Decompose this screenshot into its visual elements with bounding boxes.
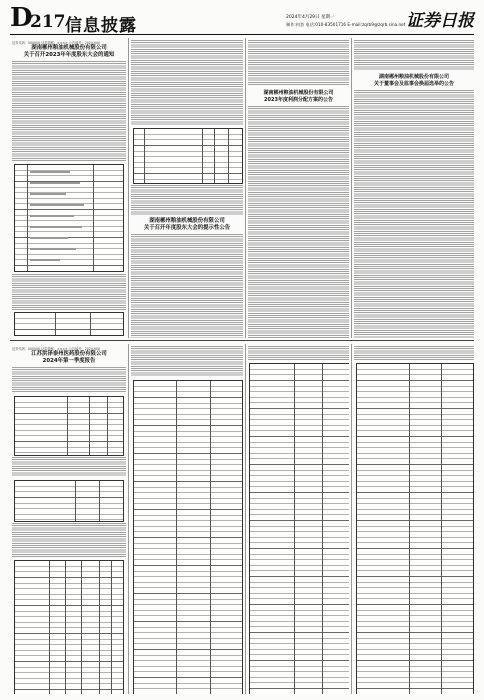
page-number: 217 <box>30 12 66 32</box>
column-divider <box>351 38 352 338</box>
fold-divider <box>10 340 474 341</box>
article-meeting-reminder <box>131 40 243 338</box>
article-body <box>248 106 349 338</box>
stock-code-line: 证券代码：000000 证券简称：×××× 公告编号：2024-000 <box>12 347 101 351</box>
column-divider <box>245 38 246 338</box>
article-body <box>131 185 243 215</box>
column-divider <box>128 344 129 694</box>
article-profit-distribution <box>248 40 349 338</box>
column-divider <box>245 344 246 694</box>
balance-sheet-table <box>133 380 243 694</box>
newspaper-logo: 证券日报 <box>406 11 474 31</box>
non-recurring-table <box>14 480 124 522</box>
article-title: 2024年第一季度报告 <box>42 358 96 364</box>
article-body <box>248 40 349 86</box>
article-body <box>12 457 126 477</box>
article-body <box>131 346 243 376</box>
shareholder-table <box>14 560 124 694</box>
section-letter: D <box>10 3 33 33</box>
article-body <box>248 346 349 360</box>
article-body <box>12 61 126 161</box>
article-title: 关于董事会及监事会换届选举的公告 <box>373 81 454 87</box>
signature-table <box>14 312 124 336</box>
article-notice-meeting <box>12 40 126 338</box>
column-divider <box>351 344 352 694</box>
article-company: 湖南郴州粮油机械股份有限公司 <box>31 45 107 51</box>
article-company: 湖南郴州粮油机械股份有限公司 <box>378 74 449 80</box>
article-income-statement <box>248 346 349 694</box>
article-board-election <box>354 40 474 338</box>
article-company: 湖南郴州粮油机械股份有限公司 <box>263 90 334 96</box>
article-balance-sheet <box>131 346 243 694</box>
contact-line: 制作:何荟 电话:010-83501716 E-mail:zqrb9@zqrb.sina.net <box>286 22 406 27</box>
article-title: 关于召开年度股东大会的提示性公告 <box>143 225 231 231</box>
article-company: 江苏洪泽泰州医药股份有限公司 <box>31 351 107 357</box>
article-body <box>12 274 126 310</box>
cash-flow-table <box>356 363 474 694</box>
article-title: 2023年度利润分配方案的公告 <box>264 97 333 103</box>
income-statement-table <box>249 363 349 694</box>
article-cash-flow <box>354 346 474 694</box>
article-body <box>131 234 243 338</box>
article-quarterly-report <box>12 346 126 694</box>
masthead <box>10 3 474 36</box>
article-body <box>131 40 243 126</box>
voting-table <box>133 128 243 184</box>
article-body <box>12 367 126 393</box>
proposal-table <box>14 164 124 272</box>
column-divider <box>128 38 129 338</box>
article-body <box>354 90 474 338</box>
article-body <box>12 523 126 557</box>
article-body <box>354 40 474 70</box>
stock-code-line: 证券代码：000000 证券简称：×××× 公告编号：2024-000 <box>12 41 101 45</box>
article-company: 湖南郴州粮油机械股份有限公司 <box>149 218 225 224</box>
section-title: 信息披露 <box>65 16 137 36</box>
article-title: 关于召开2023年年度股东大会的通知 <box>23 52 115 58</box>
article-body <box>354 346 474 360</box>
financial-table <box>14 396 124 456</box>
date-line: 2024年4月29日 星期一 <box>286 15 335 20</box>
